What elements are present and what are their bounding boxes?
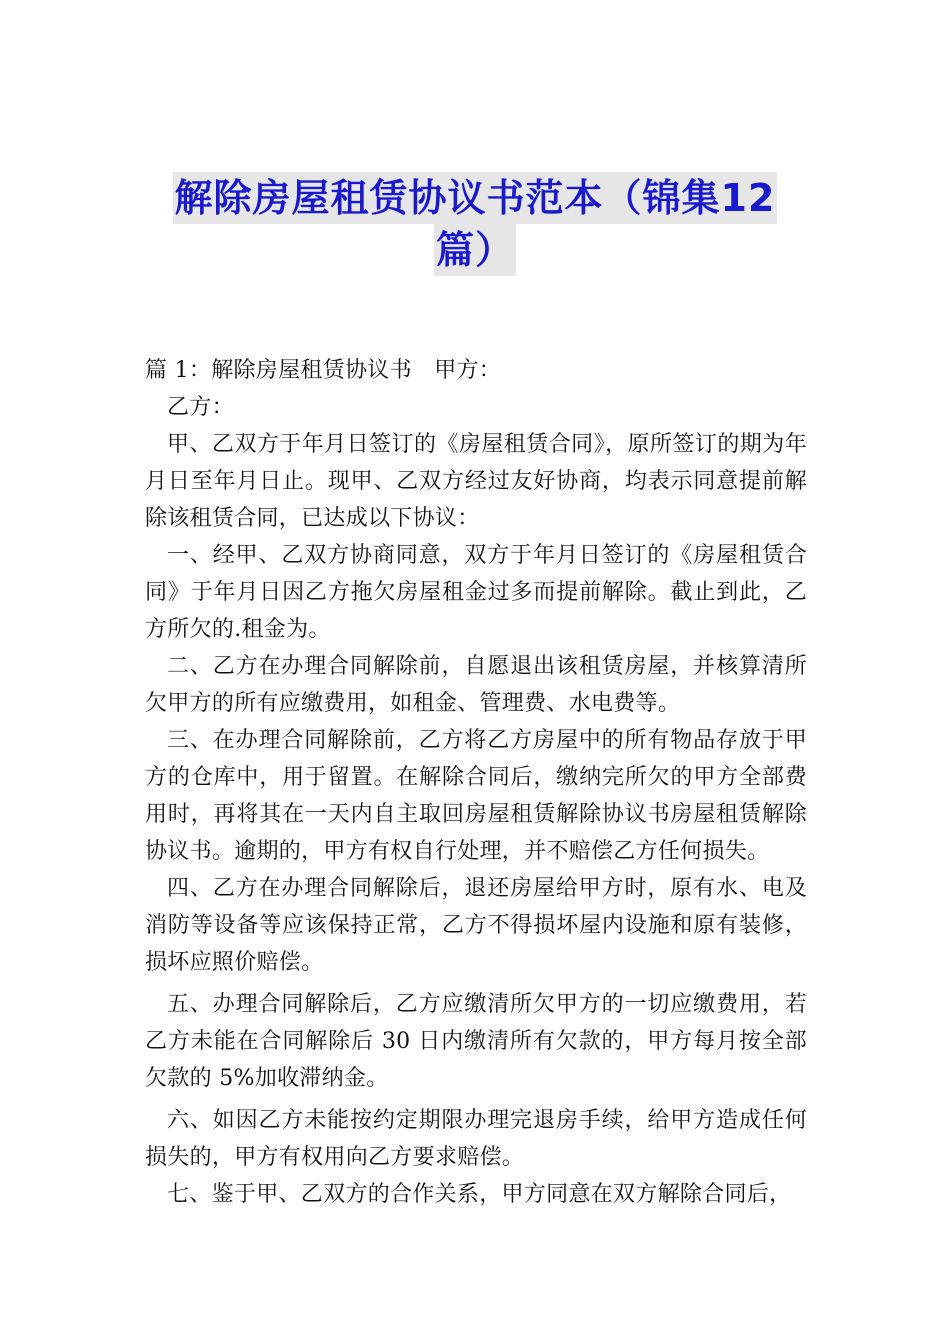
title-line-1: 解除房屋租赁协议书范本（锦集12 (173, 172, 778, 224)
paragraph-clause-1: 一、经甲、乙双方协商同意，双方于年月日签订的《房屋租赁合同》于年月日因乙方拖欠房屋租金过多而提前解除。截止到此，乙方所欠的.租金为。 (145, 543, 807, 642)
document-body (145, 352, 807, 1213)
paragraph-clause-3: 三、在办理合同解除前，乙方将乙方房屋中的所有物品存放于甲方的仓库中，用于留置。在解除合同后，缴纳完所欠的甲方全部费用时，再将其在一天内自主取回房屋租赁解除协议书房屋租赁解除协议书。逾期的，甲方有权自行处理，并不赔偿乙方任何损失。 (145, 728, 807, 864)
document-title (0, 172, 950, 276)
paragraph-party-b: 乙方： (167, 395, 234, 420)
paragraph-clause-4: 四、乙方在办理合同解除后，退还房屋给甲方时，原有水、电及消防等设备等应该保持正常，乙方不得损坏屋内设施和原有装修，损坏应照价赔偿。 (145, 876, 807, 975)
paragraph-header: 篇 1：解除房屋租赁协议书 甲方： (145, 358, 502, 383)
paragraph-clause-2: 二、乙方在办理合同解除前，自愿退出该租赁房屋，并核算清所欠甲方的所有应缴费用，如租金、管理费、水电费等。 (145, 654, 807, 716)
paragraph-intro: 甲、乙双方于年月日签订的《房屋租赁合同》，原所签订的期为年月日至年月日止。现甲、乙双方经过友好协商，均表示同意提前解除该租赁合同，已达成以下协议： (145, 432, 807, 531)
paragraph-clause-7: 七、鉴于甲、乙双方的合作关系，甲方同意在双方解除合同后， (167, 1182, 792, 1207)
title-line-2: 篇） (434, 224, 516, 276)
paragraph-clause-5: 五、办理合同解除后，乙方应缴清所欠甲方的一切应缴费用，若乙方未能在合同解除后 30 日内缴清所有欠款的，甲方每月按全部欠款的 5%加收滞纳金。 (145, 992, 807, 1091)
paragraph-clause-6: 六、如因乙方未能按约定期限办理完退房手续，给甲方造成任何损失的，甲方有权用向乙方要求赔偿。 (145, 1108, 807, 1170)
